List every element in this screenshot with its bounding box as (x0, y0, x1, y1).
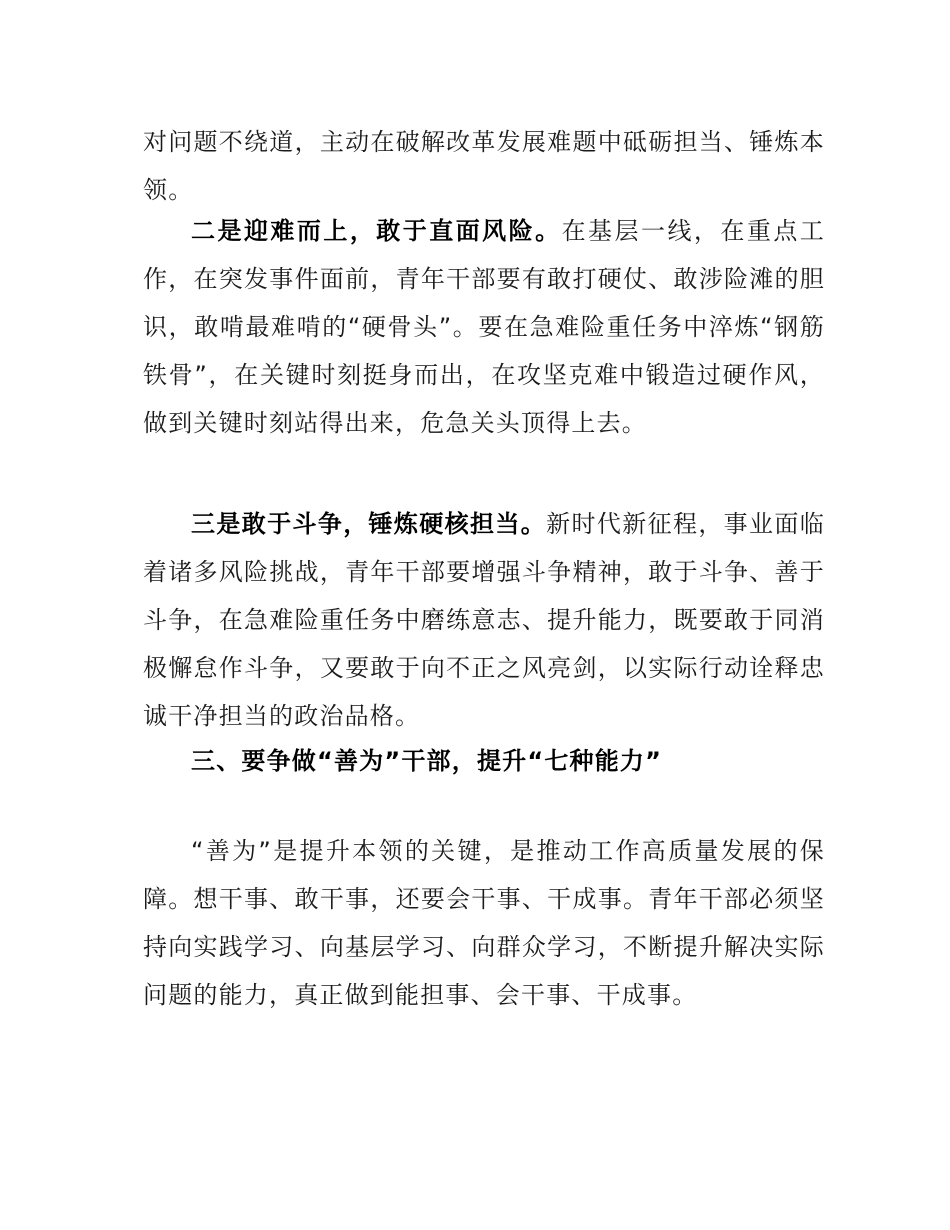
paragraph-text: 新时代新征程，事业面临着诸多风险挑战，青年干部要增强斗争精神，敢于斗争、善于斗争，在急难险重任务中磨练意志、提升能力，既要敢于同消极懈怠作斗争，又要敢于向不正之风亮剑，以实际行动诠释忠诚干净担当的政治品格。 (143, 510, 825, 730)
paragraph-text: “善为”是提升本领的关键，是推动工作高质量发展的保障。想干事、敢干事，还要会干事、干成事。青年干部必须坚持向实践学习、向基层学习、向群众学习，不断提升解决实际问题的能力，真正做到能担事、会干事、干成事。 (143, 837, 825, 1009)
paragraph-dare-to-struggle (143, 500, 825, 740)
paragraph-lead: 三是敢于斗争，锤炼硬核担当。 (191, 510, 547, 538)
section-heading: 三、要争做“善为”干部，提升“七种能力” (191, 747, 663, 775)
paragraph-text: 在基层一线，在重点工作，在突发事件面前，青年干部要有敢打硬仗、敢涉险滩的胆识，敢啃最难啃的“硬骨头”。要在急难险重任务中淬炼“钢筋铁骨”，在关键时刻挺身而出，在攻坚克难中锻造过硬作风，做到关键时刻站得出来，危急关头顶得上去。 (143, 217, 825, 437)
paragraph-body (143, 500, 825, 740)
paragraph-face-risks (143, 207, 825, 447)
paragraph-text: 对问题不绕道，主动在破解改革发展难题中砥砺担当、锤炼本领。 (143, 128, 825, 204)
paragraph-lead: 二是迎难而上，敢于直面风险。 (191, 217, 562, 245)
paragraph-body (143, 207, 825, 447)
paragraph-good-at-work (143, 827, 825, 1019)
paragraph-continuation (143, 118, 825, 214)
section-heading-block (143, 737, 825, 785)
